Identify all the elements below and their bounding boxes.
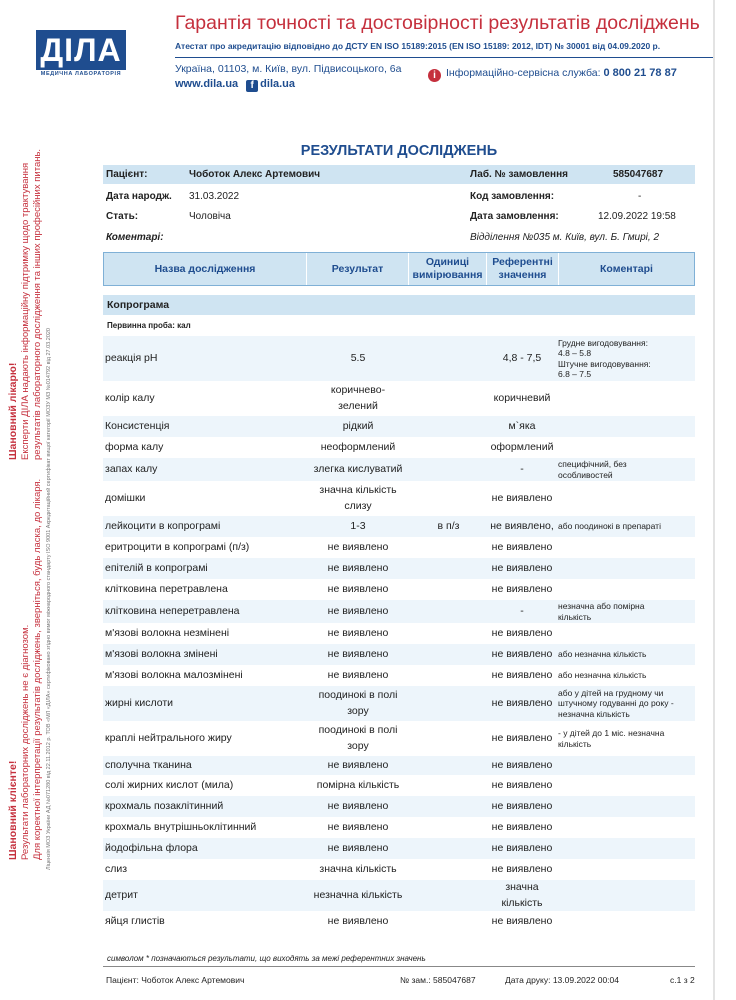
- row-comment: [558, 880, 695, 911]
- row-comment: [558, 859, 695, 880]
- header-title: Гарантія точності та достовірності результатів досліджень: [175, 12, 700, 34]
- row-reference: не виявлено: [491, 914, 553, 927]
- row-reference: не виявлено: [491, 561, 553, 574]
- row-result: значна кількість слизу: [319, 484, 397, 512]
- row-name: крохмаль внутрішньоклітинний: [105, 820, 257, 833]
- row-reference: не виявлено: [491, 799, 553, 812]
- row-reference: не виявлено: [491, 758, 553, 771]
- table-row: [103, 838, 695, 859]
- row-reference: не виявлено,: [490, 519, 554, 532]
- row-units: [411, 644, 486, 665]
- row-units: [411, 775, 486, 796]
- row-comment: [558, 775, 695, 796]
- row-result: коричнево- зелений: [330, 384, 386, 412]
- row-comment: [558, 796, 695, 817]
- row-comment: [558, 558, 695, 579]
- row-reference: не виявлено: [491, 668, 553, 681]
- client-line-2: Для коректної інтерпретації результатів досліджень, зверніться, будь ласка, до лікаря.: [32, 478, 43, 860]
- info-service: [428, 67, 677, 82]
- info-label: Інформаційно-сервісна служба:: [446, 67, 601, 79]
- department: Відділення №035 м. Київ, вул. Б. Гмирі, 2: [470, 232, 660, 243]
- row-reference: не виявлено: [491, 696, 553, 709]
- doctor-line-1: Експерти ДІЛА надають інформаційну підтримку щодо трактування: [20, 162, 31, 460]
- results-title: РЕЗУЛЬТАТИ ДОСЛІДЖЕНЬ: [300, 143, 498, 159]
- row-name: епітелій в копрограмі: [105, 561, 208, 574]
- sex: Чоловіча: [189, 211, 231, 222]
- row-comment: специфічний, без особливостей: [558, 459, 627, 480]
- row-result: не виявлено: [327, 647, 389, 660]
- row-result: не виявлено: [327, 758, 389, 771]
- row-comment: [558, 756, 695, 775]
- lab-number-label: Лаб. № замовлення: [470, 169, 568, 180]
- row-reference: не виявлено: [491, 647, 553, 660]
- sex-label: Стать:: [106, 211, 139, 222]
- row-units: [411, 859, 486, 880]
- address: Україна, 01103, м. Київ, вул. Підвисоцького, 6а: [175, 63, 402, 75]
- row-name: м'язові волокна незмінені: [105, 626, 230, 639]
- row-result: не виявлено: [327, 841, 389, 854]
- section-title: Копрограма: [103, 295, 695, 315]
- row-units: [411, 537, 486, 558]
- row-result: неоформлений: [320, 440, 396, 453]
- col-name: Назва дослідження: [104, 253, 307, 285]
- logo-subtitle: МЕДИЧНА ЛАБОРАТОРІЯ: [40, 71, 122, 77]
- table-row: [103, 859, 695, 880]
- row-name: лейкоцити в копрограмі: [105, 519, 221, 532]
- row-name: Консистенція: [105, 419, 170, 432]
- row-units: [411, 381, 486, 416]
- row-name: клітковина неперетравлена: [105, 604, 240, 617]
- row-comment: [558, 416, 695, 437]
- accreditation-text: Атестат про акредитацію відповідно до ДСТУ EN ISO 15189:2015 (EN ISO 15189: 2012, IDT) № 30001 від 04.09.2020 р.: [175, 41, 661, 51]
- footer-print-date: Дата друку: 13.09.2022 00:04: [505, 975, 619, 985]
- row-units: [411, 416, 486, 437]
- facebook-link[interactable]: dila.ua: [260, 78, 296, 90]
- footer-order: № зам.: 585047687: [400, 975, 476, 985]
- row-comment: Грудне вигодовування: 4.8 – 5.8 Штучне вигодовування: 6.8 – 7.5: [558, 338, 651, 379]
- website-link[interactable]: www.dila.ua: [175, 78, 239, 90]
- footer-page: с.1 з 2: [670, 975, 695, 985]
- row-reference: не виявлено: [491, 778, 553, 791]
- row-comment: незначна або помірна кількість: [558, 601, 645, 622]
- row-comment: або поодинокі в препараті: [558, 521, 661, 532]
- col-result: Результат: [307, 253, 409, 285]
- row-reference: не виявлено: [491, 820, 553, 833]
- row-name: сполучна тканина: [105, 758, 192, 771]
- row-units: [411, 756, 486, 775]
- row-reference: оформлений: [490, 440, 554, 453]
- order-code-label: Код замовлення:: [470, 191, 555, 202]
- row-units: в п/з: [437, 519, 460, 532]
- row-units: [411, 437, 486, 458]
- row-comment: [558, 381, 695, 416]
- row-units: [411, 665, 486, 686]
- row-comment: [558, 579, 695, 600]
- sample-type: Первинна проба: кал: [107, 321, 191, 330]
- col-comments: Коментарі: [600, 262, 653, 275]
- row-result: поодинокі в полі зору: [318, 689, 398, 717]
- table-row: [103, 558, 695, 579]
- row-result: 5.5: [350, 351, 366, 364]
- row-units: [411, 911, 486, 932]
- row-result: не виявлено: [327, 914, 389, 927]
- row-units: [411, 600, 486, 623]
- row-reference: значна кількість: [501, 881, 543, 909]
- row-result: рідкий: [342, 419, 374, 432]
- logo: ДІЛА: [36, 30, 126, 70]
- row-comment: або незначна кількість: [558, 670, 647, 681]
- row-name: форма калу: [105, 440, 164, 453]
- row-comment: [558, 537, 695, 558]
- row-name: м'язові волокна змінені: [105, 647, 218, 660]
- row-result: помірна кількість: [316, 778, 400, 791]
- license-text: Ліцензія МОЗ України АД №071280 від 22.11.2012 р. ТОВ «МЛ «ДІЛА» сертифіковано згідно вимог міжнародного стандарту ISO 9001 Акредитаційний сертифікат вищої категорії МОЗУ МЗ №014792 від 27.03.2020: [46, 328, 52, 870]
- row-result: не виявлено: [327, 604, 389, 617]
- row-units: [411, 838, 486, 859]
- col-units: Одиниці вимірювання: [409, 253, 487, 285]
- row-reference: не виявлено: [491, 731, 553, 744]
- footer-patient: Пацієнт: Чоботок Алекс Артемович: [106, 975, 245, 985]
- row-units: [411, 721, 486, 756]
- row-name: краплі нейтрального жиру: [105, 731, 232, 744]
- row-units: [411, 336, 486, 381]
- row-result: не виявлено: [327, 540, 389, 553]
- row-name: солі жирних кислот (мила): [105, 778, 234, 791]
- table-row: [103, 437, 695, 458]
- row-result: не виявлено: [327, 668, 389, 681]
- row-name: детрит: [105, 888, 138, 901]
- doctor-line-2: результатів лабораторного дослідження та інших професійних питань.: [32, 148, 43, 460]
- row-comment: [558, 911, 695, 932]
- table-row: [103, 796, 695, 817]
- row-comment: або у дітей на грудному чи штучному годуванні до року - незначна кількість: [558, 688, 674, 719]
- row-name: м'язові волокна малозмінені: [105, 668, 243, 681]
- table-row: [103, 686, 695, 721]
- client-line-1: Результати лабораторних досліджень не є діагнозом.: [20, 624, 31, 860]
- row-result: незначна кількість: [313, 888, 403, 901]
- patient-name: Чоботок Алекс Артемович: [189, 169, 321, 180]
- row-comment: [558, 817, 695, 838]
- row-units: [411, 579, 486, 600]
- row-comment: [558, 437, 695, 458]
- row-reference: м`яка: [508, 419, 536, 432]
- table-row: [103, 381, 695, 416]
- row-reference: не виявлено: [491, 540, 553, 553]
- client-title: Шановний клієнте!: [7, 760, 19, 860]
- table-row: [103, 416, 695, 437]
- col-reference: Референтні значення: [487, 253, 559, 285]
- row-comment: або незначна кількість: [558, 649, 647, 660]
- row-reference: не виявлено: [491, 862, 553, 875]
- row-units: [411, 558, 486, 579]
- row-name: домішки: [105, 491, 146, 504]
- table-row: [103, 516, 695, 537]
- row-result: 1-3: [350, 519, 366, 532]
- row-name: клітковина перетравлена: [105, 582, 228, 595]
- comments-label: Коментарі:: [106, 232, 164, 243]
- footer-divider: [103, 966, 695, 967]
- row-name: жирні кислоти: [105, 696, 174, 709]
- results-table-header: [103, 252, 695, 286]
- footnote: символом * позначаються результати, що виходять за межі референтних значень: [107, 954, 426, 963]
- doctor-title: Шановний лікарю!: [7, 362, 19, 460]
- row-result: не виявлено: [327, 820, 389, 833]
- table-row: [103, 336, 695, 381]
- row-result: не виявлено: [327, 799, 389, 812]
- web-links: [175, 78, 295, 92]
- row-name: еритроцити в копрограмі (п/з): [105, 540, 250, 553]
- row-reference: не виявлено: [491, 626, 553, 639]
- order-code: -: [638, 191, 642, 202]
- row-name: яйця глистів: [105, 914, 165, 927]
- row-units: [411, 481, 486, 516]
- table-row: [103, 644, 695, 665]
- row-units: [411, 686, 486, 721]
- table-row: [103, 721, 695, 756]
- dob: 31.03.2022: [189, 191, 240, 202]
- table-row: [103, 623, 695, 644]
- row-name: йодофільна флора: [105, 841, 198, 854]
- row-result: не виявлено: [327, 561, 389, 574]
- row-reference: коричневий: [493, 391, 551, 404]
- dob-label: Дата народж.: [106, 191, 172, 202]
- table-row: [103, 775, 695, 796]
- row-reference: 4,8 - 7,5: [502, 351, 542, 364]
- table-row: [103, 880, 695, 911]
- row-reference: не виявлено: [491, 582, 553, 595]
- row-result: не виявлено: [327, 626, 389, 639]
- row-name: крохмаль позаклітинний: [105, 799, 224, 812]
- table-row: [103, 458, 695, 481]
- row-reference: не виявлено: [491, 841, 553, 854]
- row-name: реакція pH: [105, 351, 158, 364]
- row-comment: [558, 838, 695, 859]
- table-row: [103, 911, 695, 932]
- row-units: [411, 817, 486, 838]
- row-result: злегка кислуватий: [313, 462, 403, 475]
- table-row: [103, 537, 695, 558]
- row-units: [411, 796, 486, 817]
- table-row: [103, 756, 695, 775]
- row-comment: [558, 623, 695, 644]
- row-units: [411, 458, 486, 481]
- row-name: слиз: [105, 862, 128, 875]
- patient-label: Пацієнт:: [106, 169, 148, 180]
- table-row: [103, 579, 695, 600]
- order-date: 12.09.2022 19:58: [598, 211, 676, 222]
- row-comment: [558, 481, 695, 516]
- row-reference: -: [520, 604, 524, 617]
- facebook-icon: f: [246, 80, 258, 92]
- row-name: колір калу: [105, 391, 155, 404]
- row-reference: -: [520, 462, 524, 475]
- order-date-label: Дата замовлення:: [470, 211, 559, 222]
- row-units: [411, 623, 486, 644]
- row-name: запах калу: [105, 462, 158, 475]
- table-row: [103, 600, 695, 623]
- row-units: [411, 880, 486, 911]
- table-row: [103, 665, 695, 686]
- lab-number: 585047687: [613, 169, 664, 180]
- header-divider: [175, 57, 713, 58]
- row-result: не виявлено: [327, 582, 389, 595]
- phone-number[interactable]: 0 800 21 78 87: [603, 67, 677, 79]
- info-icon: i: [428, 69, 441, 82]
- row-comment: - у дітей до 1 міс. незначна кількість: [558, 728, 665, 749]
- table-row: [103, 481, 695, 516]
- row-reference: не виявлено: [491, 491, 553, 504]
- row-result: значна кількість: [319, 862, 397, 875]
- table-row: [103, 817, 695, 838]
- row-result: поодинокі в полі зору: [318, 724, 398, 752]
